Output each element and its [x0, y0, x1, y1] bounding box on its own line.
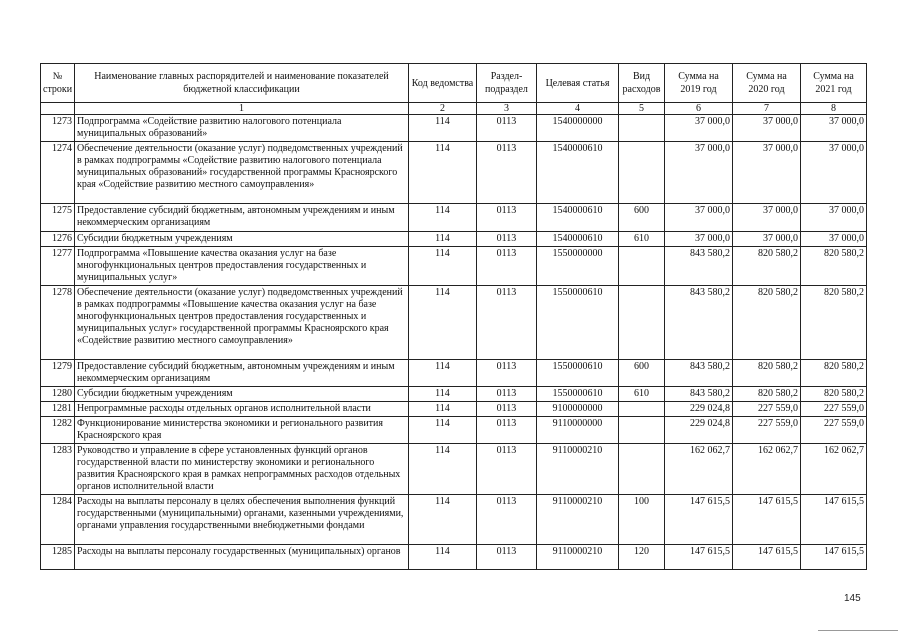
- row-expense-type-cell: 600: [619, 360, 665, 387]
- divider: [818, 630, 898, 631]
- row-sum-2021-cell: 227 559,0: [801, 417, 867, 444]
- row-section-cell: 0113: [477, 286, 537, 360]
- row-target-cell: 9110000210: [537, 444, 619, 495]
- row-sum-2021-cell: 147 615,5: [801, 545, 867, 570]
- row-expense-type-cell: 610: [619, 387, 665, 402]
- row-expense-type-cell: [619, 444, 665, 495]
- row-number-cell: 1273: [41, 115, 75, 142]
- table-row: [41, 286, 867, 360]
- column-number: 2: [409, 103, 477, 115]
- row-sum-2020-cell: 37 000,0: [733, 204, 801, 232]
- row-number-cell: 1274: [41, 142, 75, 204]
- row-dept-code-cell: 114: [409, 387, 477, 402]
- row-section-cell: 0113: [477, 495, 537, 545]
- header-expense-type: Вид расходов: [619, 64, 665, 103]
- row-dept-code-cell: 114: [409, 545, 477, 570]
- row-name-cell: Обеспечение деятельности (оказание услуг) подведомственных учреждений в рамках подпрограммы «Содействие развитию налогового потенциала муниципальных образований» государственной программы Красноярского края «Содействие развитию местного самоуправления»: [75, 142, 409, 204]
- row-sum-2021-cell: 37 000,0: [801, 142, 867, 204]
- row-target-cell: 9100000000: [537, 402, 619, 417]
- row-target-cell: 9110000000: [537, 417, 619, 444]
- row-section-cell: 0113: [477, 545, 537, 570]
- row-expense-type-cell: 600: [619, 204, 665, 232]
- row-sum-2021-cell: 162 062,7: [801, 444, 867, 495]
- row-section-cell: 0113: [477, 247, 537, 286]
- table-row: [41, 495, 867, 545]
- column-number: 7: [733, 103, 801, 115]
- header-sum-2020: Сумма на 2020 год: [733, 64, 801, 103]
- row-section-cell: 0113: [477, 444, 537, 495]
- table-row: [41, 387, 867, 402]
- row-expense-type-cell: 610: [619, 232, 665, 247]
- row-dept-code-cell: 114: [409, 204, 477, 232]
- row-sum-2019-cell: 843 580,2: [665, 286, 733, 360]
- row-number-cell: 1281: [41, 402, 75, 417]
- row-target-cell: 9110000210: [537, 545, 619, 570]
- row-number-cell: 1277: [41, 247, 75, 286]
- row-sum-2020-cell: 37 000,0: [733, 115, 801, 142]
- header-dept-code: Код ведомства: [409, 64, 477, 103]
- row-sum-2021-cell: 37 000,0: [801, 204, 867, 232]
- row-sum-2020-cell: 162 062,7: [733, 444, 801, 495]
- row-name-cell: Предоставление субсидий бюджетным, автономным учреждениям и иным некоммерческим организациям: [75, 360, 409, 387]
- row-sum-2020-cell: 37 000,0: [733, 142, 801, 204]
- row-sum-2021-cell: 820 580,2: [801, 286, 867, 360]
- row-sum-2019-cell: 843 580,2: [665, 387, 733, 402]
- row-sum-2019-cell: 229 024,8: [665, 402, 733, 417]
- column-number: 5: [619, 103, 665, 115]
- page-number: 145: [844, 593, 861, 604]
- row-section-cell: 0113: [477, 204, 537, 232]
- row-target-cell: 1550000000: [537, 247, 619, 286]
- row-name-cell: Функционирование министерства экономики и регионального развития Красноярского края: [75, 417, 409, 444]
- row-name-cell: Субсидии бюджетным учреждениям: [75, 387, 409, 402]
- row-expense-type-cell: [619, 247, 665, 286]
- column-numbers-row: [41, 103, 867, 115]
- row-name-cell: Предоставление субсидий бюджетным, автономным учреждениям и иным некоммерческим организациям: [75, 204, 409, 232]
- table-row: [41, 115, 867, 142]
- row-dept-code-cell: 114: [409, 444, 477, 495]
- row-dept-code-cell: 114: [409, 360, 477, 387]
- header-section: Раздел-подраздел: [477, 64, 537, 103]
- column-number: 8: [801, 103, 867, 115]
- table-row: [41, 402, 867, 417]
- row-sum-2019-cell: 37 000,0: [665, 142, 733, 204]
- row-name-cell: Расходы на выплаты персоналу в целях обеспечения выполнения функций государственными (муниципальными) органами, казенными учреждениями, органами управления государственными внебюджетными фондами: [75, 495, 409, 545]
- table-row: [41, 417, 867, 444]
- row-expense-type-cell: [619, 115, 665, 142]
- row-target-cell: 1540000000: [537, 115, 619, 142]
- table-body: [41, 103, 867, 570]
- row-section-cell: 0113: [477, 360, 537, 387]
- row-dept-code-cell: 114: [409, 142, 477, 204]
- row-expense-type-cell: 100: [619, 495, 665, 545]
- row-sum-2020-cell: 820 580,2: [733, 360, 801, 387]
- row-number-cell: 1275: [41, 204, 75, 232]
- header-name: Наименование главных распорядителей и наименование показателей бюджетной классификации: [75, 64, 409, 103]
- row-number-cell: 1276: [41, 232, 75, 247]
- row-section-cell: 0113: [477, 142, 537, 204]
- header-sum-2021: Сумма на 2021 год: [801, 64, 867, 103]
- row-number-cell: 1284: [41, 495, 75, 545]
- column-number: 3: [477, 103, 537, 115]
- row-sum-2020-cell: 227 559,0: [733, 417, 801, 444]
- row-number-cell: 1279: [41, 360, 75, 387]
- row-sum-2019-cell: 843 580,2: [665, 360, 733, 387]
- row-dept-code-cell: 114: [409, 247, 477, 286]
- header-row: [41, 64, 867, 103]
- row-sum-2019-cell: 37 000,0: [665, 115, 733, 142]
- row-sum-2021-cell: 820 580,2: [801, 387, 867, 402]
- row-sum-2021-cell: 820 580,2: [801, 247, 867, 286]
- row-section-cell: 0113: [477, 402, 537, 417]
- row-expense-type-cell: [619, 417, 665, 444]
- row-sum-2019-cell: 229 024,8: [665, 417, 733, 444]
- row-sum-2021-cell: 227 559,0: [801, 402, 867, 417]
- table-row: [41, 444, 867, 495]
- row-name-cell: Непрограммные расходы отдельных органов исполнительной власти: [75, 402, 409, 417]
- row-name-cell: Расходы на выплаты персоналу государственных (муниципальных) органов: [75, 545, 409, 570]
- row-target-cell: 1540000610: [537, 232, 619, 247]
- row-expense-type-cell: 120: [619, 545, 665, 570]
- row-sum-2019-cell: 843 580,2: [665, 247, 733, 286]
- table-row: [41, 360, 867, 387]
- row-name-cell: Подпрограмма «Повышение качества оказания услуг на базе многофункциональных центров предоставления государственных и муниципальных услуг»: [75, 247, 409, 286]
- row-number-cell: 1278: [41, 286, 75, 360]
- header-row-no: № строки: [41, 64, 75, 103]
- table-row: [41, 142, 867, 204]
- row-sum-2019-cell: 147 615,5: [665, 545, 733, 570]
- column-number: 6: [665, 103, 733, 115]
- row-sum-2020-cell: 820 580,2: [733, 247, 801, 286]
- column-number: 1: [75, 103, 409, 115]
- row-name-cell: Субсидии бюджетным учреждениям: [75, 232, 409, 247]
- column-number: 4: [537, 103, 619, 115]
- row-dept-code-cell: 114: [409, 115, 477, 142]
- row-target-cell: 1550000610: [537, 286, 619, 360]
- row-sum-2020-cell: 147 615,5: [733, 545, 801, 570]
- row-dept-code-cell: 114: [409, 286, 477, 360]
- table-row: [41, 545, 867, 570]
- row-target-cell: 9110000210: [537, 495, 619, 545]
- row-target-cell: 1540000610: [537, 204, 619, 232]
- row-name-cell: Руководство и управление в сфере установленных функций органов государственной власти по министерству экономики и регионального развития Красноярского края в рамках непрограммных расходов отдельных органов исполнительной власти: [75, 444, 409, 495]
- row-target-cell: 1540000610: [537, 142, 619, 204]
- row-sum-2019-cell: 37 000,0: [665, 204, 733, 232]
- row-expense-type-cell: [619, 286, 665, 360]
- row-expense-type-cell: [619, 402, 665, 417]
- row-section-cell: 0113: [477, 232, 537, 247]
- budget-table: [40, 63, 867, 570]
- table-row: [41, 204, 867, 232]
- row-dept-code-cell: 114: [409, 417, 477, 444]
- row-section-cell: 0113: [477, 115, 537, 142]
- row-sum-2020-cell: 820 580,2: [733, 387, 801, 402]
- row-sum-2020-cell: 227 559,0: [733, 402, 801, 417]
- row-target-cell: 1550000610: [537, 360, 619, 387]
- row-sum-2019-cell: 37 000,0: [665, 232, 733, 247]
- column-number: [41, 103, 75, 115]
- row-name-cell: Обеспечение деятельности (оказание услуг) подведомственных учреждений в рамках подпрограммы «Повышение качества оказания услуг на базе многофункциональных центров предоставления государственных и муниципальных услуг» государственной программы Красноярского края «Содействие развитию местного самоуправления»: [75, 286, 409, 360]
- row-dept-code-cell: 114: [409, 402, 477, 417]
- header-target: Целевая статья: [537, 64, 619, 103]
- row-sum-2021-cell: 37 000,0: [801, 115, 867, 142]
- row-number-cell: 1285: [41, 545, 75, 570]
- table-row: [41, 232, 867, 247]
- row-section-cell: 0113: [477, 387, 537, 402]
- row-dept-code-cell: 114: [409, 232, 477, 247]
- row-number-cell: 1282: [41, 417, 75, 444]
- row-expense-type-cell: [619, 142, 665, 204]
- row-sum-2020-cell: 37 000,0: [733, 232, 801, 247]
- row-target-cell: 1550000610: [537, 387, 619, 402]
- row-sum-2019-cell: 147 615,5: [665, 495, 733, 545]
- row-section-cell: 0113: [477, 417, 537, 444]
- row-number-cell: 1283: [41, 444, 75, 495]
- row-sum-2021-cell: 820 580,2: [801, 360, 867, 387]
- row-sum-2020-cell: 820 580,2: [733, 286, 801, 360]
- header-sum-2019: Сумма на 2019 год: [665, 64, 733, 103]
- row-sum-2021-cell: 37 000,0: [801, 232, 867, 247]
- row-dept-code-cell: 114: [409, 495, 477, 545]
- row-sum-2020-cell: 147 615,5: [733, 495, 801, 545]
- row-sum-2021-cell: 147 615,5: [801, 495, 867, 545]
- row-number-cell: 1280: [41, 387, 75, 402]
- table-row: [41, 247, 867, 286]
- row-sum-2019-cell: 162 062,7: [665, 444, 733, 495]
- row-name-cell: Подпрограмма «Содействие развитию налогового потенциала муниципальных образований»: [75, 115, 409, 142]
